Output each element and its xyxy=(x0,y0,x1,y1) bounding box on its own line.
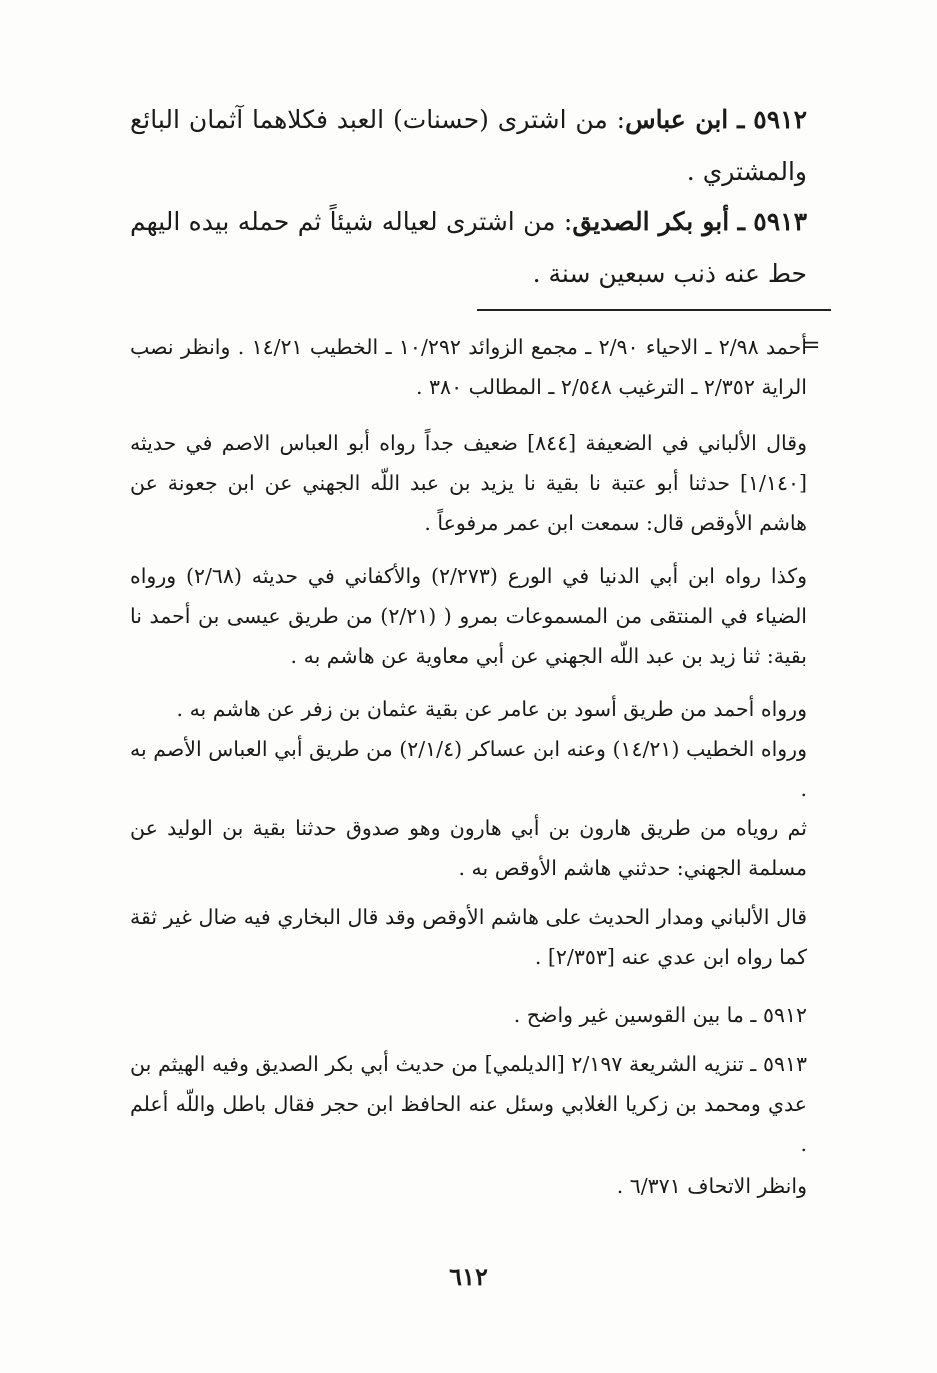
footnote-albani-verdict: قال الألباني ومدار الحديث على هاشم الأوقص وقد قال البخاري فيه ضال غير ثقة كما رواه ابن عدي عنه [٢/٣٥٣] . xyxy=(130,905,807,969)
entry-dash: ـ xyxy=(737,105,745,134)
page-number: ٦١٢ xyxy=(449,1262,488,1291)
entry-dash: ـ xyxy=(737,207,745,236)
footnote-albani-weak: وقال الألباني في الضعيفة [٨٤٤] ضعيف جداً رواه أبو العباس الاصم في حديثه [١/١٤٠] حدثنا أبو عتبة نا بقية نا يزيد بن عبد اللّه الجهني عن ابن جعونة عن هاشم الأوقص قال: سمعت ابن عمر مرفوعاً . xyxy=(130,431,807,535)
footnote-khatib: ورواه الخطيب (١٤/٢١) وعنه ابن عساكر (٢/١/٤) من طريق أبي العباس الأصم به . xyxy=(130,737,807,801)
entry-number: ٥٩١٢ xyxy=(753,105,807,134)
entry-text: : من اشترى (حسنات) العبد فكلاهما آثمان البائع والمشتري . xyxy=(130,105,807,186)
continuation-marker: = xyxy=(802,333,821,358)
entry-narrator: ابن عباس xyxy=(625,105,729,134)
entry-number: ٥٩١٣ xyxy=(753,207,808,236)
hadith-entry-5912 xyxy=(130,94,807,198)
footnote-5912: ٥٩١٢ ـ ما بين القوسين غير واضح . xyxy=(513,1003,807,1027)
footnote-other-narrations: وكذا رواه ابن أبي الدنيا في الورع (٢/٢٧٣) والأكفاني في حديثه (٢/٦٨) ورواه الضياء في المنتقى من المسموعات بمرو ( (٢/٢١) من طريق عيسى بن أحمد نا بقية: ثنا زيد بن عبد اللّه الجهني عن أبي معاوية عن هاشم به . xyxy=(130,564,808,668)
footnote-separator xyxy=(477,309,831,311)
entry-text: : من اشترى لعياله شيئاً ثم حمله بيده اليهم حط عنه ذنب سبعين سنة . xyxy=(130,207,807,288)
footnote-ahmad: ورواه أحمد من طريق أسود بن عامر عن بقية عثمان بن زفر عن هاشم به . xyxy=(176,697,807,721)
footnote-5913: ٥٩١٣ ـ تنزيه الشريعة ٢/١٩٧ [الديلمي] من حديث أبي بكر الصديق وفيه الهيثم بن عدي ومحمد بن زكريا الغلابي وسئل عنه الحافظ ابن حجر فقال باطل واللّه أعلم . xyxy=(130,1052,807,1156)
footnote-harun: ثم روياه من طريق هارون بن أبي هارون وهو صدوق حدثنا بقية بن الوليد عن مسلمة الجهني: حدثني هاشم الأوقص به . xyxy=(130,816,807,880)
footnote-ithaf: وانظر الاتحاف ٦/٣٧١ . xyxy=(616,1174,807,1198)
hadith-entry-5913 xyxy=(130,196,807,300)
footnote-sources: أحمد ٢/٩٨ ـ الاحياء ٢/٩٠ ـ مجمع الزوائد ١٠/٢٩٢ ـ الخطيب ١٤/٢١ . وانظر نصب الراية ٢/٣٥٢ ـ الترغيب ٢/٥٤٨ ـ المطالب ٣٨٠ . xyxy=(130,335,807,399)
entry-narrator: أبو بكر الصديق xyxy=(572,207,730,236)
